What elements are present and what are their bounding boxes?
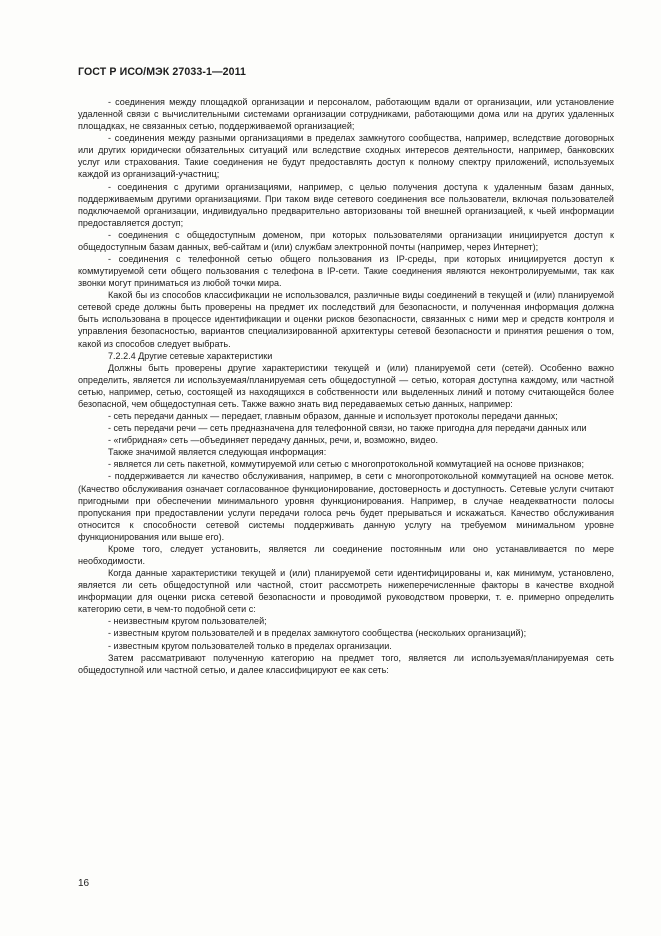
paragraph: Должны быть проверены другие характеристики текущей и (или) планируемой сети (сетей). Особенно важно определить, является ли используемая/планируемая сеть общедоступной — сетью, которая доступна каждому, или частной сетью, например, сетью, состоящей из находящихся в собственности или выделенных линий и потому считающейся более безопасной, чем общедоступная сеть. Также важно знать вид передаваемых сетью данных, например: — [78, 362, 614, 409]
paragraph: - соединения с общедоступным доменом, при которых пользователями организации инициируется доступ к общедоступным базам данных, веб-сайтам и (или) службам электронной почты (например, через Интернет); — [78, 229, 614, 252]
paragraph: Затем рассматривают полученную категорию на предмет того, является ли используемая/планируемая сеть общедоступной или частной сетью, и далее классифицируют ее как сеть: — [78, 652, 614, 675]
list-item: - известным кругом пользователей только в пределах организации. — [108, 640, 392, 651]
list-item: - сеть передачи речи — сеть предназначена для телефонной связи, но также пригодна для передачи данных или — [108, 423, 587, 434]
standard-header: ГОСТ Р ИСО/МЭК 27033-1—2011 — [78, 66, 247, 78]
list-item: - известным кругом пользователей и в пределах замкнутого сообщества (нескольких организаций); — [108, 628, 527, 639]
list-item: - поддерживается ли качество обслуживания, например, в сети с многопротокольной коммутацией на основе меток. (Качество обслуживания означает согласованное функционирование, достоверность и доступность. Сетевые услуги считают пригодными при обеспечении минимального уровня функционирования. Например, в случае неадекватности полосы пропускания при предоставлении услуги передачи голоса речь будет прерываться и искажаться. Качество обслуживания относится к способности сетевой системы поддерживать данную услугу на требуемом минимальном уровне функционирования или выше его). — [78, 471, 614, 542]
list-item: - «гибридная» сеть —объединяет передачу данных, речи, и, возможно, видео. — [108, 435, 439, 446]
paragraph: Когда данные характеристики текущей и (или) планируемой сети идентифицированы и, как минимум, установлено, является ли сеть общедоступной или частной, стоит рассмотреть нижеперечисленные факторы в качестве входной информации для оценки риска сетевой безопасности и проводимой руководством проверки, т. е. примерно определить категорию сети, в чем-то подобной сети с: — [78, 568, 614, 615]
paragraph: Также значимой является следующая информация: — [108, 447, 327, 458]
body-text — [78, 96, 614, 676]
list-item: - сеть передачи данных — передает, главным образом, данные и использует протоколы передачи данных; — [108, 411, 558, 422]
paragraph: Какой бы из способов классификации не использовался, различные виды соединений в текущей и (или) планируемой сетевой среде должны быть проверены на предмет их последствий для безопасности, и полученная информация должна быть использована в процессе идентификации и оценки рисков безопасности, связанных с ними мер и средств контроля и управления безопасностью, вариантов специализированной архитектуры сетевой безопасности и принятия решения о том, какой из способов следует выбрать. — [78, 290, 614, 349]
paragraph: - соединения между площадкой организации и персоналом, работающим вдали от организации, или установление удаленной связи с вычислительными системами организации сотрудниками, работающими дома или на других удаленных площадках, не связанных сетью, поддерживаемой организацией; — [78, 97, 614, 132]
paragraph: - соединения между разными организациями в пределах замкнутого сообщества, например, вследствие договорных или других юридически обязательных ситуаций или вследствие сходных интересов деятельности, например, банковских услуг или страхования. Такие соединения не будут предоставлять доступ к полному спектру приложений, используемых каждой из организаций-участниц; — [78, 133, 614, 180]
section-heading: 7.2.2.4 Другие сетевые характеристики — [108, 350, 273, 361]
paragraph: - соединения с телефонной сетью общего пользования из IP-среды, при которых инициируется доступ к коммутируемой сети общего пользования с телефона в IP-сети. Такие соединения являются неконтролируемыми, так как звонки могут приниматься из любой точки мира. — [78, 254, 614, 289]
page-number: 16 — [78, 878, 90, 889]
paragraph: - соединения с другими организациями, например, с целью получения доступа к удаленным базам данных, поддерживаемым другими организациями. При таком виде сетевого соединения все пользователи, включая пользователей подключаемой организации, индивидуально предварительно авторизованы той внешней организацией, к чьей информации предоставляется доступ; — [78, 181, 614, 228]
list-item: - является ли сеть пакетной, коммутируемой или сетью с многопротокольной коммутацией на основе признаков; — [108, 459, 584, 470]
list-item: - неизвестным кругом пользователей; — [108, 616, 267, 627]
paragraph: Кроме того, следует установить, является ли соединение постоянным или оно устанавливается по мере необходимости. — [78, 543, 614, 566]
